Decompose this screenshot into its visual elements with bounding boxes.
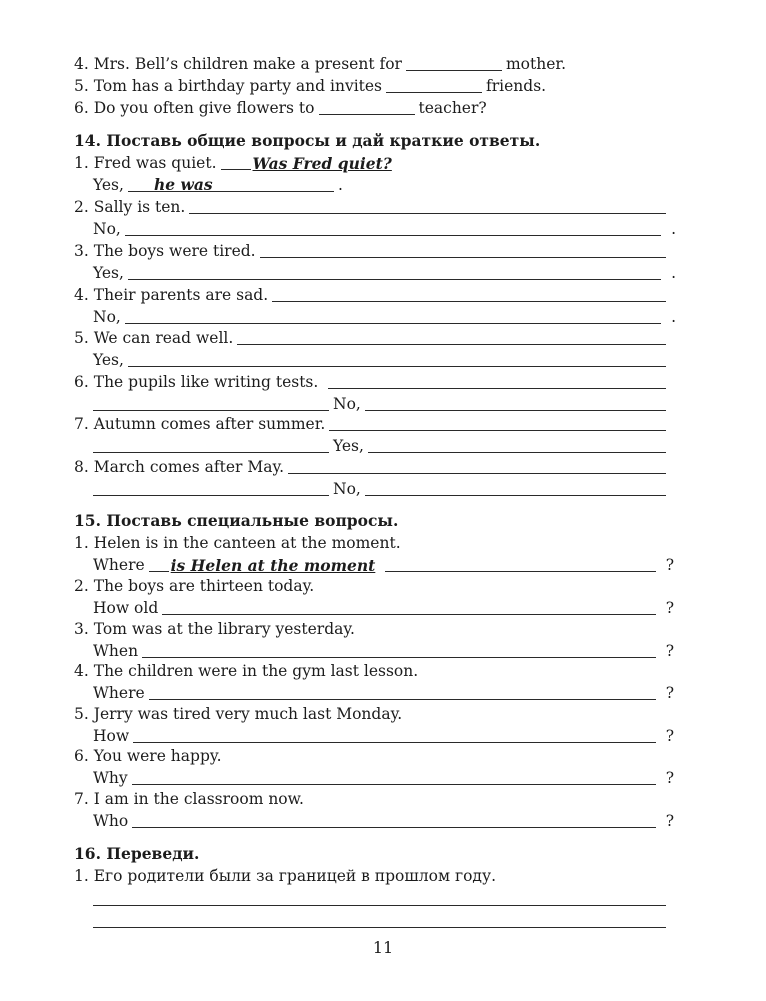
- exercise-item: [74, 617, 670, 639]
- reply-line: [93, 217, 676, 239]
- item-end: ?: [665, 556, 674, 574]
- exercise-item: [74, 370, 670, 392]
- reply-prefix: Yes,: [93, 351, 124, 369]
- question-blank[interactable]: [93, 478, 329, 496]
- reply-line: [93, 434, 670, 456]
- item-end: .: [671, 308, 676, 326]
- exercise-item: [74, 574, 670, 596]
- sample-answer: he was: [153, 175, 213, 194]
- item-statement: We can read well.: [93, 329, 234, 347]
- answer-blank[interactable]: [221, 152, 251, 170]
- answer-blank[interactable]: [288, 456, 666, 474]
- translation-line: [93, 887, 670, 909]
- item-number: 4.: [74, 55, 89, 73]
- question-line: [93, 681, 674, 703]
- exercise-item: [74, 96, 670, 118]
- item-number: 6.: [74, 747, 89, 765]
- question-line: [93, 809, 674, 831]
- exercise-item: [74, 744, 670, 766]
- reply-line: [93, 477, 670, 499]
- item-number: 6.: [74, 373, 89, 391]
- item-statement: Their parents are sad.: [93, 286, 269, 304]
- answer-blank[interactable]: [365, 478, 666, 496]
- item-end: ?: [665, 599, 674, 617]
- question-line: [93, 724, 674, 746]
- item-number: 5.: [74, 705, 89, 723]
- answer-blank[interactable]: [142, 640, 656, 658]
- item-end: ?: [665, 727, 674, 745]
- item-text-end: teacher?: [418, 99, 487, 117]
- item-statement: The pupils like writing tests.: [93, 373, 319, 391]
- item-statement: Fred was quiet.: [93, 154, 217, 172]
- item-statement: The children were in the gym last lesson.: [93, 662, 419, 680]
- exercise-15-heading: 15. Поставь специальные вопросы.: [74, 511, 399, 530]
- item-statement: March comes after May.: [93, 458, 285, 476]
- question-line: [93, 639, 674, 661]
- item-text: Tom has a birthday party and invites: [93, 77, 383, 95]
- answer-blank[interactable]: [128, 349, 666, 367]
- item-number: 1.: [74, 534, 89, 552]
- question-word: When: [93, 642, 139, 660]
- item-statement: Tom was at the library yesterday.: [93, 620, 355, 638]
- reply-line: [93, 392, 670, 414]
- exercise-item: [74, 195, 670, 217]
- reply-line: [93, 305, 676, 327]
- item-statement: The boys are thirteen today.: [93, 577, 315, 595]
- question-word: Why: [93, 769, 128, 787]
- answer-blank[interactable]: [368, 435, 666, 453]
- answer-blank[interactable]: [132, 767, 656, 785]
- reply-prefix: No,: [333, 480, 361, 498]
- answer-blank[interactable]: [128, 174, 334, 192]
- item-text-end: mother.: [505, 55, 567, 73]
- exercise-item: [74, 531, 670, 553]
- reply-line: [93, 348, 670, 370]
- reply-prefix: No,: [93, 220, 121, 238]
- reply-prefix: Yes,: [333, 437, 364, 455]
- question-blank[interactable]: [93, 393, 329, 411]
- item-text: Mrs. Bell’s children make a present for: [93, 55, 402, 73]
- answer-blank[interactable]: [237, 327, 666, 345]
- item-number: 5.: [74, 77, 89, 95]
- item-number: 8.: [74, 458, 89, 476]
- exercise-item: [74, 283, 670, 305]
- exercise-item: [74, 702, 670, 724]
- item-statement: The boys were tired.: [93, 242, 256, 260]
- item-statement: You were happy.: [93, 747, 222, 765]
- exercise-item: [74, 239, 670, 261]
- translation-line: [93, 909, 670, 931]
- item-statement: Helen is in the canteen at the moment.: [93, 534, 401, 552]
- item-end: .: [671, 220, 676, 238]
- answer-blank[interactable]: [93, 888, 666, 906]
- item-end: .: [337, 176, 343, 194]
- answer-blank[interactable]: [329, 413, 666, 431]
- item-end: ?: [665, 684, 674, 702]
- answer-blank[interactable]: [133, 725, 656, 743]
- item-end: .: [671, 264, 676, 282]
- answer-blank[interactable]: [260, 240, 666, 258]
- answer-blank[interactable]: [149, 682, 656, 700]
- item-number: 5.: [74, 329, 89, 347]
- exercise-item: [74, 412, 670, 434]
- reply-prefix: No,: [93, 308, 121, 326]
- item-statement: Sally is ten.: [93, 198, 186, 216]
- answer-blank[interactable]: [125, 306, 661, 324]
- exercise-item: [74, 326, 670, 348]
- answer-blank[interactable]: [365, 393, 666, 411]
- item-end: ?: [665, 812, 674, 830]
- item-number: 6.: [74, 99, 89, 117]
- answer-blank[interactable]: [406, 53, 502, 71]
- answer-blank[interactable]: [328, 371, 666, 389]
- item-statement: I am in the classroom now.: [93, 790, 304, 808]
- question-line: [93, 553, 674, 575]
- reply-line: [93, 261, 676, 283]
- question-word: Where: [93, 684, 145, 702]
- answer-blank[interactable]: [93, 910, 666, 928]
- question-word: Who: [93, 812, 129, 830]
- item-number: 3.: [74, 242, 89, 260]
- item-statement: Autumn comes after summer.: [93, 415, 326, 433]
- answer-blank[interactable]: [189, 196, 666, 214]
- question-blank[interactable]: [93, 435, 329, 453]
- item-number: 7.: [74, 415, 89, 433]
- item-number: 3.: [74, 620, 89, 638]
- question-word: Where: [93, 556, 145, 574]
- item-text-end: friends.: [486, 77, 547, 95]
- reply-prefix: No,: [333, 395, 361, 413]
- item-number: 2.: [74, 577, 89, 595]
- sample-answer: is Helen at the moment: [170, 556, 376, 575]
- answer-blank[interactable]: [386, 75, 482, 93]
- exercise-item: [74, 787, 670, 809]
- question-word: How: [93, 727, 130, 745]
- exercise-16-heading: 16. Переведи.: [74, 844, 200, 863]
- item-number: 4.: [74, 662, 89, 680]
- answer-blank[interactable]: [125, 218, 661, 236]
- exercise-item: [74, 659, 670, 681]
- item-number: 7.: [74, 790, 89, 808]
- answer-blank[interactable]: [272, 284, 666, 302]
- item-number: 2.: [74, 198, 89, 216]
- exercise-item: [74, 151, 670, 173]
- question-line: [93, 766, 674, 788]
- exercise-item: [74, 455, 670, 477]
- item-number: 1.: [74, 867, 89, 885]
- sample-answer: Was Fred quiet?: [252, 154, 392, 173]
- question-line: [93, 596, 674, 618]
- answer-blank[interactable]: [319, 97, 415, 115]
- item-text: Do you often give flowers to: [93, 99, 315, 117]
- reply-line: [93, 173, 670, 195]
- item-statement: Jerry was tired very much last Monday.: [93, 705, 403, 723]
- exercise-14-heading: 14. Поставь общие вопросы и дай краткие ответы.: [74, 131, 541, 150]
- answer-blank[interactable]: [149, 554, 169, 572]
- item-end: ?: [665, 642, 674, 660]
- item-statement: Его родители были за границей в прошлом году.: [93, 867, 497, 885]
- answer-blank[interactable]: [132, 810, 655, 828]
- page-number: 11: [372, 938, 394, 957]
- answer-blank[interactable]: [128, 262, 661, 280]
- answer-blank[interactable]: [162, 597, 655, 615]
- item-number: 1.: [74, 154, 89, 172]
- answer-blank[interactable]: [385, 554, 655, 572]
- exercise-item: [74, 864, 670, 886]
- item-end: ?: [665, 769, 674, 787]
- exercise-item: [74, 52, 670, 74]
- reply-prefix: Yes,: [93, 264, 124, 282]
- item-number: 4.: [74, 286, 89, 304]
- question-word: How old: [93, 599, 159, 617]
- reply-prefix: Yes,: [93, 176, 124, 194]
- exercise-item: [74, 74, 670, 96]
